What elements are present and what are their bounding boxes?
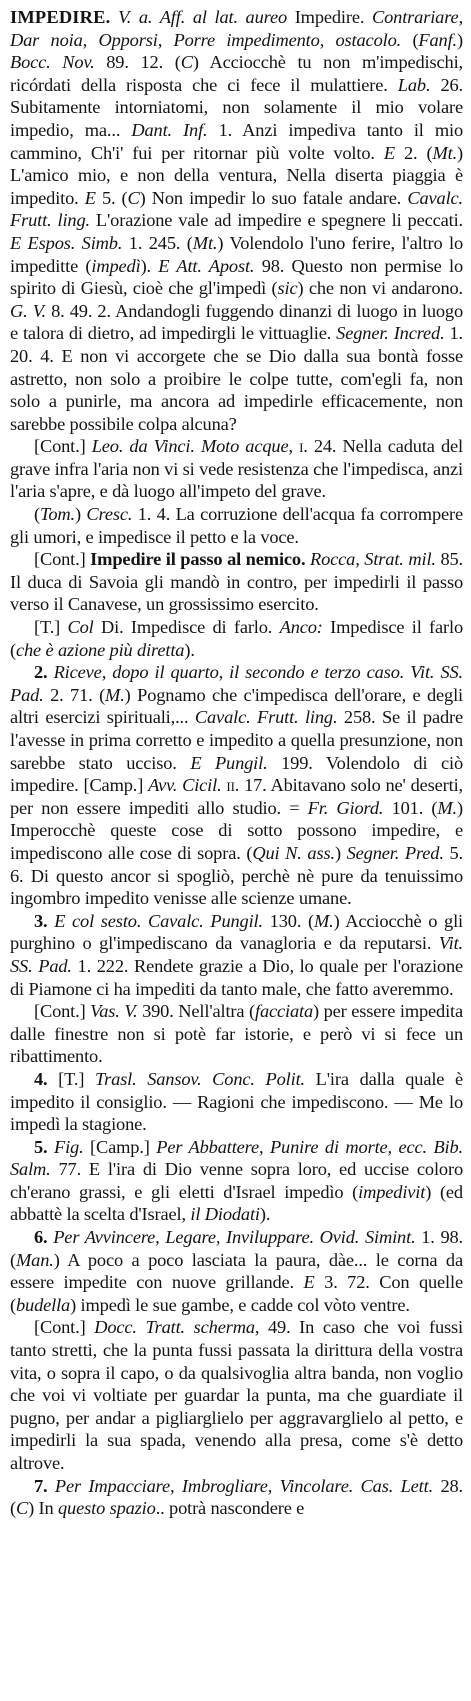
text-run: ,	[288, 436, 300, 457]
text-run: [Cont.]	[34, 1001, 91, 1022]
text-run: 2. 71. (	[43, 684, 106, 705]
text-run: Impedire.	[294, 7, 372, 27]
italic-run: impedivit	[358, 1181, 426, 1202]
text-run: [Cont.]	[34, 549, 91, 570]
italic-run: Docc. Tratt. scherma	[94, 1317, 255, 1338]
entry-note-col-di	[10, 616, 463, 661]
text-run: 85. Il duca di Savoia gli mandò in contro, per impedirli il passo verso il Canavese, un grossissimo esercito.	[10, 549, 463, 615]
entry-citation-vasari	[10, 1000, 463, 1068]
text-run: 2. (	[394, 142, 433, 163]
italic-run: Col	[67, 617, 94, 638]
italic-run: Lab.	[397, 74, 431, 95]
italic-run: Dant. Inf.	[131, 119, 208, 140]
text-run: ) L'amico mio, e non della ventura, Nella diserta piaggia è impedito.	[10, 142, 463, 208]
text-run: 77. E l'ira di Dio venne sopra loro, ed uccise coloro ch'erano grassi, e gli eletti d'Israel impedìo (	[10, 1159, 463, 1202]
text-run: 98. Questo non permise lo spirito di Giesù, cioè che gl'impedì (	[10, 255, 463, 299]
italic-run: Cavalc. Frutt. ling.	[194, 707, 338, 728]
text-run: . 24. Nella caduta del grave infra l'aria non vi si vede resistenza che l'impedisca, anzi l'aria s'apre, e dà luogo all'impeto del grave.	[10, 436, 463, 502]
italic-run: Mt.	[192, 232, 218, 253]
italic-run: E col sesto. Cavalc. Pungil.	[54, 910, 263, 931]
italic-run: M.	[105, 684, 125, 705]
entry-sense-3	[10, 910, 463, 1000]
bold-run: 4.	[34, 1068, 48, 1089]
italic-run: Riceve, dopo il quarto, il secondo e terzo caso. Vit. SS. Pad.	[10, 662, 464, 705]
text-run: 101. (	[383, 797, 438, 818]
italic-run: Contrariare, Dar noia, Opporsi, Porre impedimento, ostacolo.	[10, 7, 464, 50]
bold-run: 5.	[34, 1136, 48, 1157]
text-run: 26. Subitamente intorniatomi, non solamente il mio volare impedio, ma...	[10, 74, 463, 140]
roman-numeral: i	[299, 436, 304, 457]
italic-run: questo spazio	[58, 1498, 156, 1519]
text-run: (	[412, 29, 419, 50]
text-run: L'ira dalla quale è impedito il consiglio. — Ragioni che impediscono. — Me lo impedì la stagione.	[10, 1068, 464, 1135]
italic-run: Rocca, Strat. mil.	[310, 549, 436, 570]
text-run: ) per essere impedita dalle finestre non si potè far istorie, e però vi si fece un ribattimento.	[10, 1001, 464, 1067]
italic-run: Tom.	[39, 504, 75, 525]
italic-run: E	[303, 1272, 315, 1293]
text-run: 3. 72. Con quelle (	[10, 1272, 463, 1315]
italic-run: Per Impacciare, Imbrogliare, Vincolare. Cas. Lett.	[54, 1475, 434, 1496]
text-run: [Cont.]	[34, 436, 92, 457]
text-run: 1. 98. (	[10, 1227, 463, 1270]
italic-run: V. a. Aff. al lat. aureo	[110, 7, 295, 27]
text-run: ) Imperocchè queste cose di sotto possono impedire, e impediscono alle cose di sopra. (	[10, 797, 463, 863]
italic-run: C	[15, 1498, 29, 1519]
text-run: ) In	[28, 1498, 58, 1519]
italic-run: Fr. Giord.	[307, 797, 384, 818]
italic-run: Fig.	[54, 1136, 84, 1157]
bold-run: 6.	[34, 1227, 48, 1248]
text-run: . 17. Abitavano solo ne' deserti, per non essere impediti allo studio. =	[10, 775, 463, 818]
italic-run: impedì	[91, 255, 141, 276]
text-run: 28. (	[10, 1475, 463, 1519]
text-run	[48, 1476, 55, 1496]
entry-citation-leonardo	[10, 435, 463, 503]
text-run: )	[457, 29, 463, 50]
text-run: 5. (	[95, 187, 128, 208]
italic-run: C	[180, 52, 193, 73]
text-run: [T.]	[34, 617, 68, 638]
entry-sense-6	[10, 1226, 463, 1316]
italic-run: M.	[313, 910, 334, 931]
text-run: [T.]	[47, 1068, 95, 1089]
text-run: 1. Anzi impediva tanto il mio cammino, Ch'i' fui per ritornar più volte volto.	[10, 119, 463, 163]
italic-run: E Att. Apost.	[158, 255, 255, 276]
entry-sense-2	[10, 661, 463, 910]
italic-run: C	[127, 187, 140, 208]
italic-run: il Diodati	[190, 1204, 260, 1225]
text-run: )	[334, 842, 347, 863]
text-run: ) (ed abbattè la scelta d'Israel,	[10, 1181, 463, 1225]
text-run: )	[75, 504, 87, 525]
italic-run: facciata	[254, 1001, 314, 1022]
text-run: 1. 222. Rendete grazie a Dio, lo quale per l'orazione di Piamone ci ha impediti da tanto male, che fatto averemmo.	[10, 955, 464, 999]
italic-run: M.	[437, 797, 457, 818]
text-run: 89. 12. (	[94, 52, 181, 73]
text-run: ) impedì le sue gambe, e cadde col vòto ventre.	[70, 1294, 410, 1315]
text-run: Di. Impedisce di farlo.	[93, 617, 280, 638]
text-run: ) che non vi andarono.	[297, 278, 463, 299]
text-run: 1. 245. (	[122, 232, 193, 253]
roman-numeral: ii	[226, 775, 235, 796]
text-run: 1. 20. 4. E non vi accorgete che se Dio dalla sua bontà fosse astretto, non solo a proibire le colpe tutte, com'egli fa, non solo a punirle, ma ancora ad impedirle efficacemente, non sarebbe possibile colpa alcuna?	[10, 323, 463, 434]
entry-definition-main	[10, 6, 463, 435]
text-run: .. potrà nascondere e	[155, 1498, 305, 1519]
text-run: 1. 4. La corruzione dell'acqua fa corrompere gli umori, e impedisce il petto e la voce.	[10, 504, 463, 547]
italic-run: Cavalc. Frutt. ling.	[10, 187, 463, 231]
entry-citation-docci-scherma	[10, 1316, 463, 1474]
text-run: Impedisce il farlo (	[10, 617, 464, 660]
text-run: 8. 49. 2. Andandogli fuggendo dinanzi di luogo in luogo e talora di dietro, ad impedirgli le vittuaglie.	[10, 300, 464, 344]
text-run: [Cont.]	[34, 1317, 95, 1338]
italic-run: Fanf.	[418, 29, 458, 50]
italic-run: Per Avvincere, Legare, Inviluppare. Ovid. Simint.	[53, 1227, 416, 1248]
text-run: ) Acciocchè tu non m'impedischi, ricórdati della risposta che ci fece il mulattiere.	[10, 52, 463, 95]
text-run: [Camp.]	[83, 1136, 157, 1157]
italic-run: E	[383, 142, 395, 163]
italic-run: Segner. Pred.	[346, 842, 444, 863]
bold-run: 3.	[34, 910, 48, 931]
italic-run: Leo. da Vinci. Moto acque	[91, 436, 289, 457]
text-run: ) A poco a poco lasciata la paura, dàe... le corna da essere impedite con nuove grillande.	[10, 1249, 463, 1293]
text-run: ) Pognamo che c'impedisca dell'orare, e degli altri esercizi spirituali,...	[10, 684, 463, 728]
text-run: ) Volendolo l'uno ferire, l'altro lo impeditte (	[10, 232, 463, 276]
italic-run: che è azione più diretta	[15, 639, 185, 660]
italic-run: Anco:	[279, 617, 323, 638]
text-run: ) Acciocchè o gli purghino o gl'impediscano da vanagloria e da reputarsi.	[10, 910, 463, 954]
italic-run: Per Abbattere, Punire di morte, ecc. Bib. Salm.	[10, 1136, 464, 1180]
headword: IMPEDIRE.	[10, 7, 111, 27]
entry-phrase-impedire-il-passo	[10, 548, 463, 616]
italic-run: budella	[15, 1294, 71, 1315]
bold-run: 2.	[34, 662, 48, 683]
bold-run: Impedire il passo al nemico.	[90, 549, 306, 570]
text-run: ).	[140, 255, 159, 276]
italic-run: sic	[277, 278, 298, 299]
italic-run: E	[84, 187, 96, 208]
italic-run: Segner. Incred.	[336, 323, 445, 344]
bold-run: 7.	[34, 1475, 48, 1496]
text-run: 390. Nell'altra (	[137, 1001, 255, 1022]
italic-run: Mt.	[432, 142, 458, 163]
italic-run: Vit. SS. Pad.	[10, 933, 463, 976]
entry-sense-4	[10, 1068, 463, 1136]
italic-run: Trasl. Sansov. Conc. Polit.	[95, 1068, 305, 1089]
text-run: L'orazione vale ad impedire e spegnere li peccati.	[89, 210, 463, 231]
italic-run: Cresc.	[86, 504, 133, 525]
text-run: 258. Se il padre l'avesse in prima corretto e impedito a quella presunzione, non sarebbe stato ucciso.	[10, 707, 463, 773]
italic-run: E Espos. Simb.	[10, 232, 123, 253]
entry-sense-5	[10, 1136, 463, 1226]
italic-run: G. V.	[10, 300, 46, 321]
text-run: 130. (	[262, 910, 314, 931]
text-run: 199. Volendolo di ciò impedire. [Camp.]	[10, 752, 463, 796]
italic-run: Qui N. ass.	[252, 842, 335, 863]
text-run: ) Non impedir lo suo fatale andare.	[139, 187, 408, 208]
entry-citation-crescenzi	[10, 503, 463, 548]
entry-sense-7	[10, 1475, 463, 1520]
italic-run: Man.	[15, 1249, 54, 1270]
text-run: ).	[259, 1204, 271, 1225]
text-run: ).	[184, 639, 195, 660]
text-run: , 49. In caso che voi fussi tanto stretti, che la punta fussi passata la dirittura della vostra vita, o sopra il capo, o da qualsivoglia altra banda, non voglio che voi vi voltiate per guardar la punta, ma che guardiate il pugno, per andar a pigliarglielo per aggravarglielo al petto, e impedirli la sua spada, venendo alla presa, come s'è detto altrove.	[10, 1317, 463, 1473]
italic-run: Vas. V.	[90, 1001, 138, 1022]
text-run: (	[34, 504, 40, 525]
italic-run: E Pungil.	[190, 752, 268, 773]
italic-run: Bocc. Nov.	[10, 52, 95, 73]
text-run: 5. 6. Di questo ancor si spogliò, perchè nè pure da tenuissimo ingombro impedito venisse alle scienze umane.	[10, 842, 463, 909]
italic-run: Avv. Cicil.	[148, 775, 222, 796]
